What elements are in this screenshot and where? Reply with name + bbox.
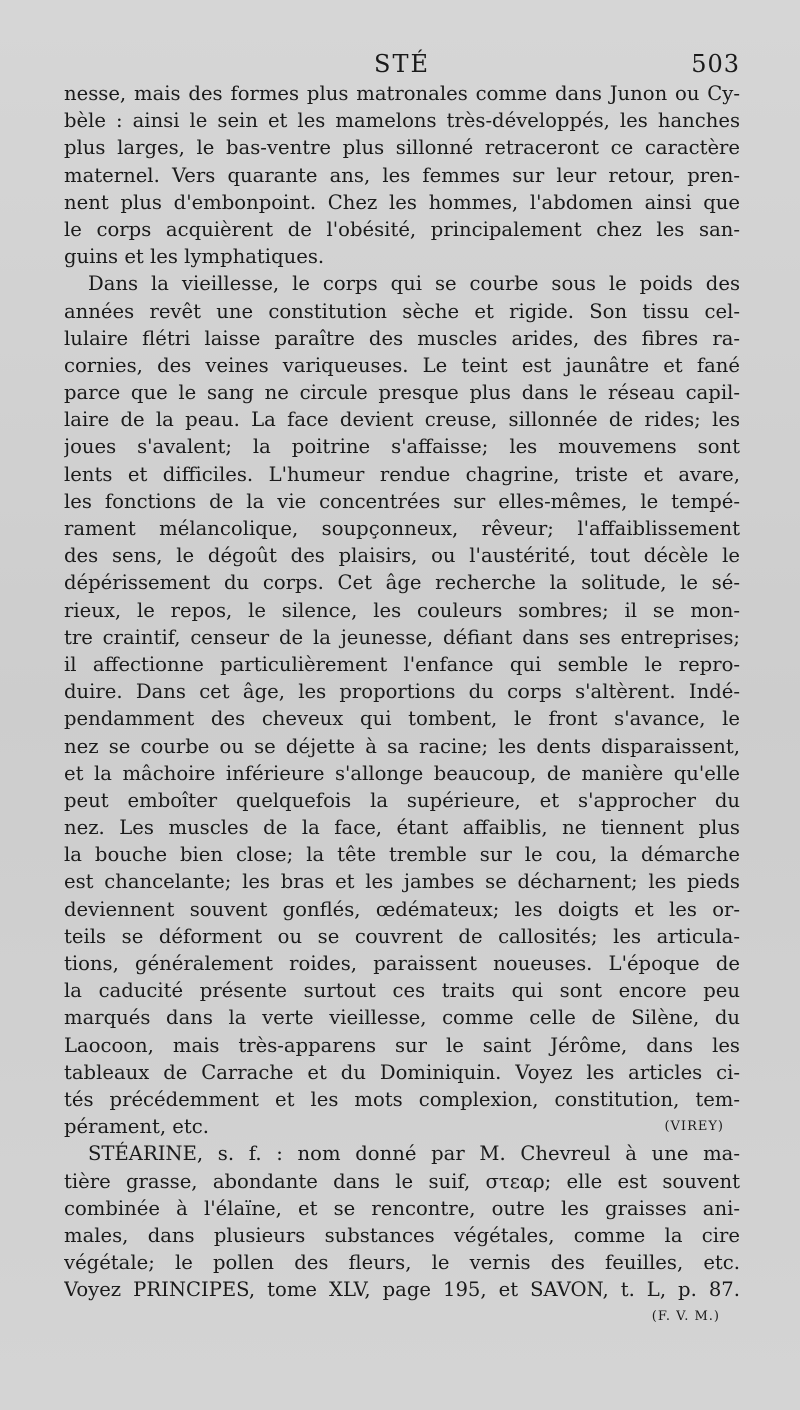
text-line: deviennent souvent gonflés, œdémateux; les doigts et les or- xyxy=(64,897,740,921)
text-line: tions, généralement roides, paraissent noueuses. L'époque de xyxy=(64,952,740,975)
text-line: nez. Les muscles de la face, étant affaiblis, ne tiennent plus xyxy=(64,816,740,840)
text-line: plus larges, le bas-ventre plus sillonné retraceront ce caractère xyxy=(64,136,740,160)
text-line: est chancelante; les bras et les jambes se décharnent; les pieds xyxy=(64,870,740,894)
text-line: végétale; le pollen des fleurs, le vernis des feuilles, etc. xyxy=(64,1251,740,1275)
text-line: tés précédemment et les mots complexion, constitution, tem- xyxy=(64,1087,740,1111)
text-line: tre craintif, censeur de la jeunesse, défiant dans ses entreprises; xyxy=(64,625,740,649)
text-line: la caducité présente surtout ces traits qui sont encore peu xyxy=(64,979,740,1003)
text-line: guins et les lymphatiques. xyxy=(64,245,325,269)
text-line: rament mélancolique, soupçonneux, rêveur; l'affaiblissement xyxy=(64,517,740,540)
text-line: cornies, des veines variqueuses. Le teint est jaunâtre et fané xyxy=(64,353,740,377)
text-line: les fonctions de la vie concentrées sur elles-mêmes, le tempé- xyxy=(64,489,740,513)
text-line: nesse, mais des formes plus matronales comme dans Junon ou Cy- xyxy=(64,82,740,105)
text-line: laire de la peau. La face devient creuse, sillonnée de rides; les xyxy=(64,408,740,432)
text-line: et la mâchoire inférieure s'allonge beaucoup, de manière qu'elle xyxy=(64,761,740,785)
text-line: parce que le sang ne circule presque plus dans le réseau capil- xyxy=(64,381,740,405)
text-line: Voyez PRINCIPES, tome XLV, page 195, et SAVON, t. L, p. 87. xyxy=(64,1278,740,1302)
text-line: bèle : ainsi le sein et les mamelons très-développés, les hanches xyxy=(64,109,740,133)
text-line: lents et difficiles. L'humeur rendue chagrine, triste et avare, xyxy=(64,462,740,486)
author-signature-row xyxy=(64,1303,740,1330)
text-line: marqués dans la verte vieillesse, comme celle de Silène, du xyxy=(64,1006,740,1030)
author-signature: (F. V. M.) xyxy=(651,1309,720,1325)
body-text xyxy=(64,80,740,1331)
header-title: STÉ xyxy=(374,50,430,78)
text-line: tière grasse, abondante dans le suif, στεαρ; elle est souvent xyxy=(64,1169,740,1193)
text-line: la bouche bien close; la tête tremble sur le cou, la démarche xyxy=(64,843,740,867)
text-line: nez se courbe ou se déjette à sa racine; les dents disparaissent, xyxy=(64,734,740,758)
text-line: peut emboîter quelquefois la supérieure, et s'approcher du xyxy=(64,788,740,812)
paragraph-end-line xyxy=(64,1113,740,1140)
text-line: Dans la vieillesse, le corps qui se courbe sous le poids des xyxy=(88,272,740,296)
text-line: pérament, etc. xyxy=(64,1115,209,1139)
text-line: duire. Dans cet âge, les proportions du corps s'altèrent. Indé- xyxy=(64,680,740,704)
text-line: nent plus d'embonpoint. Chez les hommes, l'abdomen ainsi que xyxy=(64,190,740,214)
text-line: tableaux de Carrache et du Dominiquin. Voyez les articles ci- xyxy=(64,1060,740,1084)
text-line: années revêt une constitution sèche et rigide. Son tissu cel- xyxy=(64,299,740,323)
text-line: pendamment des cheveux qui tombent, le front s'avance, le xyxy=(64,707,740,731)
text-line: rieux, le repos, le silence, les couleurs sombres; il se mon- xyxy=(64,598,740,622)
text-line: dépérissement du corps. Cet âge recherche la solitude, le sé- xyxy=(64,571,740,595)
author-signature: (VIREY) xyxy=(664,1119,724,1135)
page-number: 503 xyxy=(691,50,740,78)
text-line: combinée à l'élaïne, et se rencontre, outre les graisses ani- xyxy=(64,1196,740,1220)
text-line: teils se déforment ou se couvrent de callosités; les articula- xyxy=(64,924,740,948)
text-line: Laocoon, mais très-apparens sur le saint Jérôme, dans les xyxy=(64,1033,740,1057)
text-line: maternel. Vers quarante ans, les femmes sur leur retour, pren- xyxy=(64,163,740,187)
text-line: le corps acquièrent de l'obésité, principalement chez les san- xyxy=(64,217,740,241)
running-header xyxy=(64,50,740,82)
text-line: males, dans plusieurs substances végétales, comme la cire xyxy=(64,1223,740,1247)
entry-headword-line: STÉARINE, s. f. : nom donné par M. Chevreul à une ma- xyxy=(88,1142,740,1166)
text-line: des sens, le dégoût des plaisirs, ou l'austérité, tout décèle le xyxy=(64,544,740,568)
text-line: joues s'avalent; la poitrine s'affaisse; les mouvemens sont xyxy=(64,435,740,459)
text-line: il affectionne particulièrement l'enfance qui semble le repro- xyxy=(64,652,740,676)
text-line: lulaire flétri laisse paraître des muscles arides, des fibres ra- xyxy=(64,326,740,350)
